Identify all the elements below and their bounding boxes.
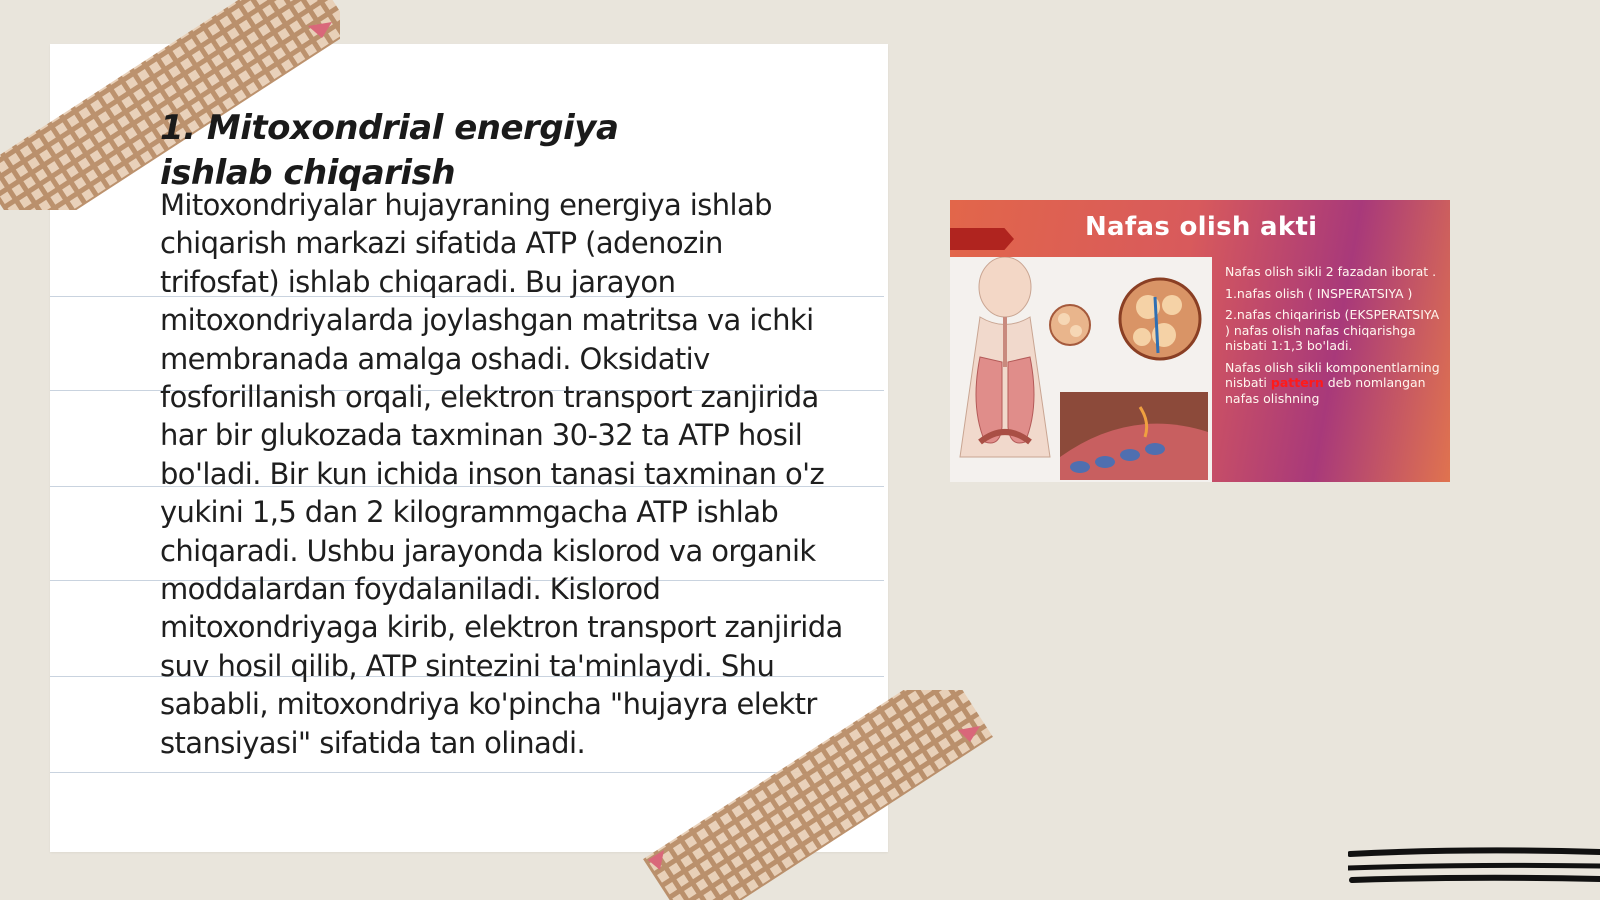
caption-4-pre: Nafas olish sikli komponentlarning nisbati <box>1225 359 1440 390</box>
caption-line-4 <box>1225 360 1447 407</box>
image-banner-title: Nafas olish akti <box>1085 212 1318 242</box>
slide-title: 1. Mitoxondrial energiya ishlab chiqarish <box>160 108 619 193</box>
brush-stroke-decoration-icon <box>1348 846 1600 900</box>
caption-highlight: pattern <box>1270 375 1324 390</box>
image-caption <box>1225 264 1447 412</box>
slide-body-text: Mitoxondriyalar hujayraning energiya ishlab chiqarish markazi sifatida ATP (adenozin trifosfat) ishlab chiqaradi. Bu jarayon mitoxondriyalarda joylashgan matritsa va ichki membranada amalga oshadi. Oksidativ fosforillanish orqali, elektron transport zanjirida har bir glukozada taxminan 30-32 ta ATP hosil bo'ladi. Bir kun ichida inson tanasi taxminan o'z yukini 1,5 dan 2 kilogrammgacha ATP ishlab chiqaradi. Ushbu jarayonda kislorod va organik moddalardan foydalaniladi. Kislorod mitoxondriyaga kirib, elektron transport zanjirida suv hosil qilib, ATP sintezini ta'minlaydi. Shu sababli, mitoxondriya ko'pincha "hujayra elektr stansiyasi" sifatida tan olinadi. <box>160 188 843 760</box>
respiration-slide-image <box>950 200 1450 482</box>
banner-arrow-icon <box>950 228 1014 250</box>
respiratory-anatomy-illustration-icon <box>950 257 1212 482</box>
image-banner <box>950 200 1450 256</box>
caption-line-2: 1.nafas olish ( INSPERATSIYA ) <box>1225 285 1413 301</box>
caption-4-post: deb nomlangan nafas olishning <box>1225 375 1426 406</box>
caption-line-3: 2.nafas chiqaririsb (EKSPERATSIYA ) nafas olish nafas chiqarishga nisbati 1:1,3 bo'ladi. <box>1225 307 1440 353</box>
caption-line-1: Nafas olish sikli 2 fazadan iborat . <box>1225 264 1437 279</box>
